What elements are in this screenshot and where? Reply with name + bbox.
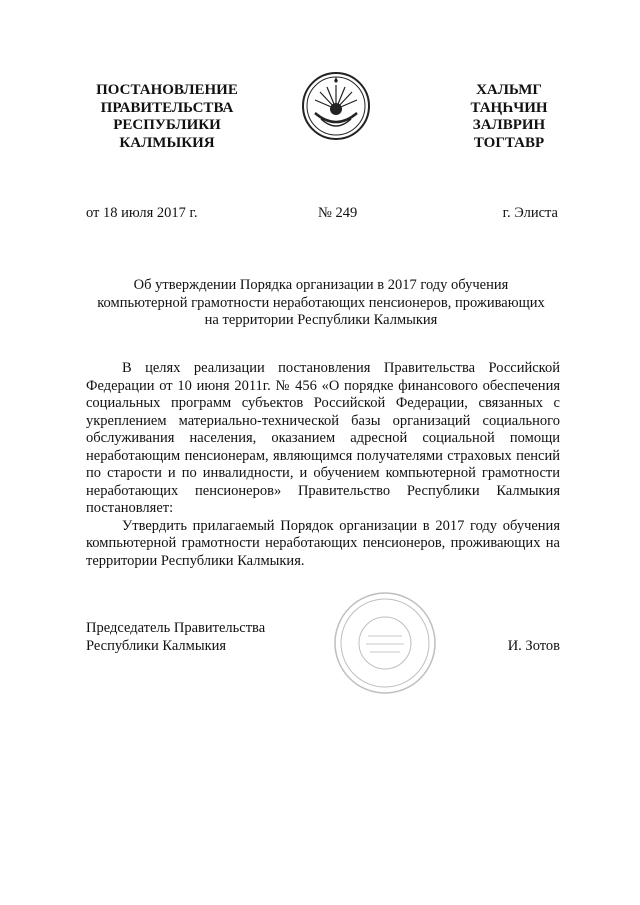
body-paragraph: Утвердить прилагаемый Порядок организации в 2017 году обучения компьютерной грамотности неработающих пенсионеров, проживающих на территории Республики Калмыкия.: [86, 517, 560, 569]
header-right-line: ХАЛЬМГ: [476, 82, 542, 98]
document-body: [86, 360, 560, 570]
header-left-line: РЕСПУБЛИКИ: [113, 117, 221, 133]
title-line: компьютерной грамотности неработающих пенсионеров, проживающих: [97, 294, 545, 311]
body-paragraph: В целях реализации постановления Правительства Российской Федерации от 10 июня 2011г. № 456 «О порядке финансового обеспечения социальных программ субъектов Российской Федерации, связанных с укреплением материально-технической базы организаций социального обслуживания населения, оказанием адресной социальной помощи неработающим пенсионерам, являющимся получателями страховых пенсий по старости и по инвалидности, и обучением компьютерной грамотности неработающих пенсионеров» Правительство Республики Калмыкия постановляет:: [86, 360, 560, 516]
document-city: г. Элиста: [502, 205, 558, 221]
document-date: от 18 июля 2017 г.: [86, 205, 198, 221]
document-title: [86, 277, 556, 330]
header-right-line: ТОГТАВР: [473, 134, 545, 151]
signatory-name: И. Зотов: [507, 638, 560, 654]
header-left-line: ПОСТАНОВЛЕНИЕ: [96, 82, 238, 98]
header-left-line: ПРАВИТЕЛЬСТВА: [100, 99, 234, 116]
header-right-line: ТАҢҺЧИН: [470, 99, 548, 116]
signatory-position-line: Республики Калмыкия: [86, 637, 227, 654]
title-line: на территории Республики Калмыкия: [204, 312, 438, 328]
signatory-position-line: Председатель Правительства: [86, 620, 266, 636]
signatory-position: [86, 620, 265, 655]
header-left-line: КАЛМЫКИЯ: [119, 134, 215, 151]
coat-of-arms-icon: [301, 71, 371, 141]
document-number: № 249: [318, 205, 358, 221]
header-right-line: ЗАЛВРИН: [472, 117, 546, 133]
official-seal-icon: [330, 588, 440, 698]
header-right-title: [454, 82, 564, 152]
title-line: Об утверждении Порядка организации в 2017 году обучения: [133, 277, 509, 293]
header-left-title: [86, 82, 248, 152]
